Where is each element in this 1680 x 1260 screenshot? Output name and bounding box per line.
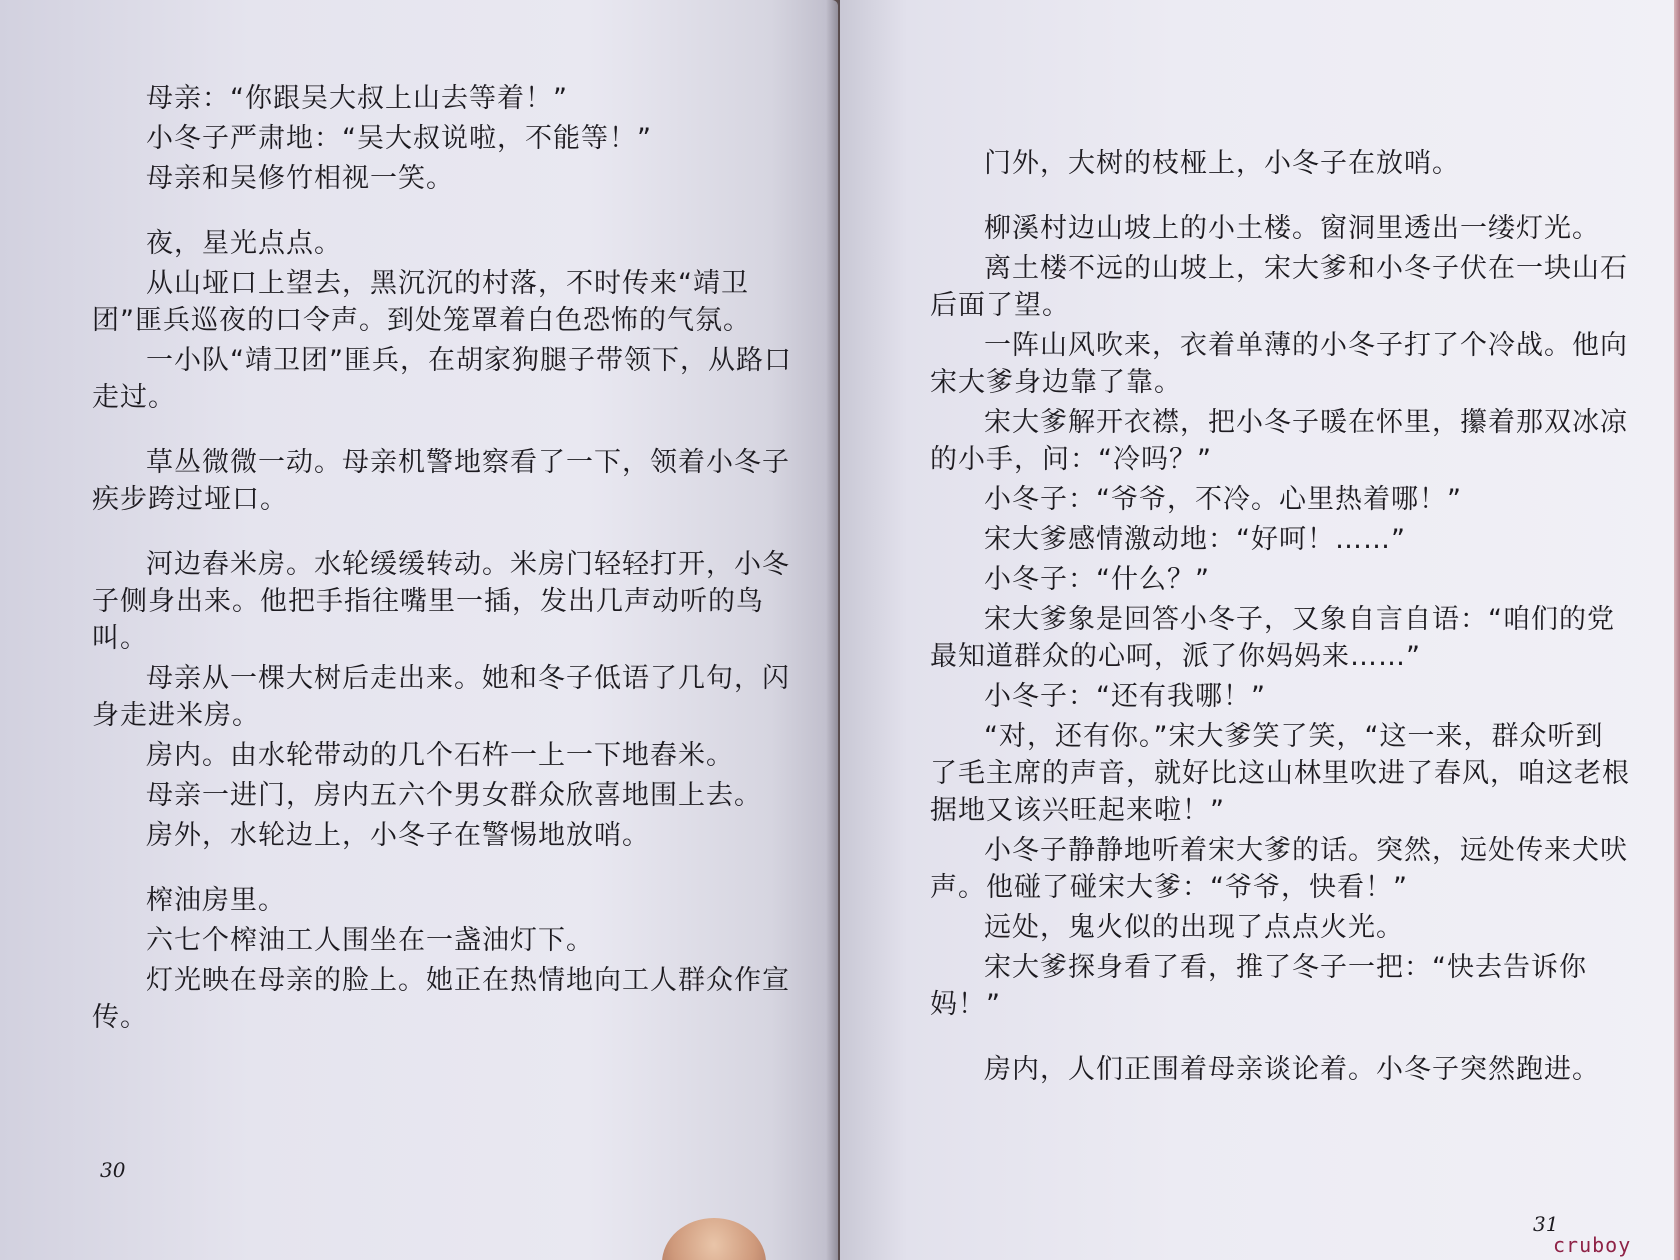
- paragraph: 宋大爹解开衣襟，把小冬子暖在怀里，攥着那双冰凉的小手，问：“冷吗？”: [930, 407, 1628, 475]
- paragraph: 房外，水轮边上，小冬子在警惕地放哨。: [146, 820, 650, 851]
- paragraph: 小冬子：“还有我哪！”: [984, 681, 1266, 712]
- paragraph: 母亲一进门，房内五六个男女群众欣喜地围上去。: [146, 780, 762, 811]
- paragraph: 离土楼不远的山坡上，宋大爹和小冬子伏在一块山石后面了望。: [930, 253, 1628, 321]
- paragraph: 母亲和吴修竹相视一笑。: [146, 163, 454, 194]
- paragraph: 柳溪村边山坡上的小土楼。窗洞里透出一缕灯光。: [984, 213, 1600, 244]
- paragraph: 草丛微微一动。母亲机警地察看了一下，领着小冬子疾步跨过垭口。: [92, 447, 790, 515]
- background-edge: [1674, 0, 1680, 1260]
- paragraph: 宋大爹探身看了看，推了冬子一把：“快去告诉你妈！”: [930, 952, 1587, 1020]
- right-page-text: [930, 145, 1630, 1091]
- paragraph: 小冬子：“什么？”: [984, 564, 1210, 595]
- paragraph: 小冬子：“爷爷，不冷。心里热着哪！”: [984, 484, 1462, 515]
- paragraph: 远处，鬼火似的出现了点点火光。: [984, 912, 1404, 943]
- paragraph: 一小队“靖卫团”匪兵，在胡家狗腿子带领下，从路口走过。: [92, 345, 792, 413]
- right-page: [840, 0, 1680, 1260]
- paragraph: 宋大爹感情激动地：“好呵！……”: [984, 524, 1406, 555]
- left-page-text: [92, 80, 792, 1039]
- left-page: [0, 0, 838, 1260]
- paragraph: 夜，星光点点。: [146, 228, 342, 259]
- paragraph: 六七个榨油工人围坐在一盏油灯下。: [146, 925, 594, 956]
- paragraph: “对，还有你。”宋大爹笑了笑，“这一来，群众听到了毛主席的声音，就好比这山林里吹进了春风，咱这老根据地又该兴旺起来啦！”: [930, 721, 1630, 826]
- paragraph: 河边舂米房。水轮缓缓转动。米房门轻轻打开，小冬子侧身出来。他把手指往嘴里一插，发出几声动听的鸟叫。: [92, 549, 790, 654]
- page-number-right: 31: [1533, 1212, 1559, 1236]
- page-number-left: 30: [100, 1158, 126, 1182]
- paragraph: 从山垭口上望去，黑沉沉的村落，不时传来“靖卫团”匪兵巡夜的口令声。到处笼罩着白色恐怖的气氛。: [92, 268, 751, 336]
- paragraph: 门外，大树的枝桠上，小冬子在放哨。: [984, 148, 1460, 179]
- paragraph: 宋大爹象是回答小冬子，又象自言自语：“咱们的党最知道群众的心呵，派了你妈妈来……”: [930, 604, 1615, 672]
- paragraph: 榨油房里。: [146, 885, 286, 916]
- paragraph: 房内。由水轮带动的几个石杵一上一下地舂米。: [146, 740, 734, 771]
- paragraph: 小冬子静静地听着宋大爹的话。突然，远处传来犬吠声。他碰了碰宋大爹：“爷爷，快看！”: [930, 835, 1628, 903]
- paragraph: 母亲：“你跟吴大叔上山去等着！”: [146, 83, 568, 114]
- paragraph: 灯光映在母亲的脸上。她正在热情地向工人群众作宣传。: [92, 965, 790, 1033]
- paragraph: 母亲从一棵大树后走出来。她和冬子低语了几句，闪身走进米房。: [92, 663, 790, 731]
- paragraph: 一阵山风吹来，衣着单薄的小冬子打了个冷战。他向宋大爹身边靠了靠。: [930, 330, 1628, 398]
- paragraph: 小冬子严肃地：“吴大叔说啦，不能等！”: [146, 123, 652, 154]
- paragraph: 房内，人们正围着母亲谈论着。小冬子突然跑进。: [984, 1054, 1600, 1085]
- watermark: cruboy: [1553, 1233, 1632, 1257]
